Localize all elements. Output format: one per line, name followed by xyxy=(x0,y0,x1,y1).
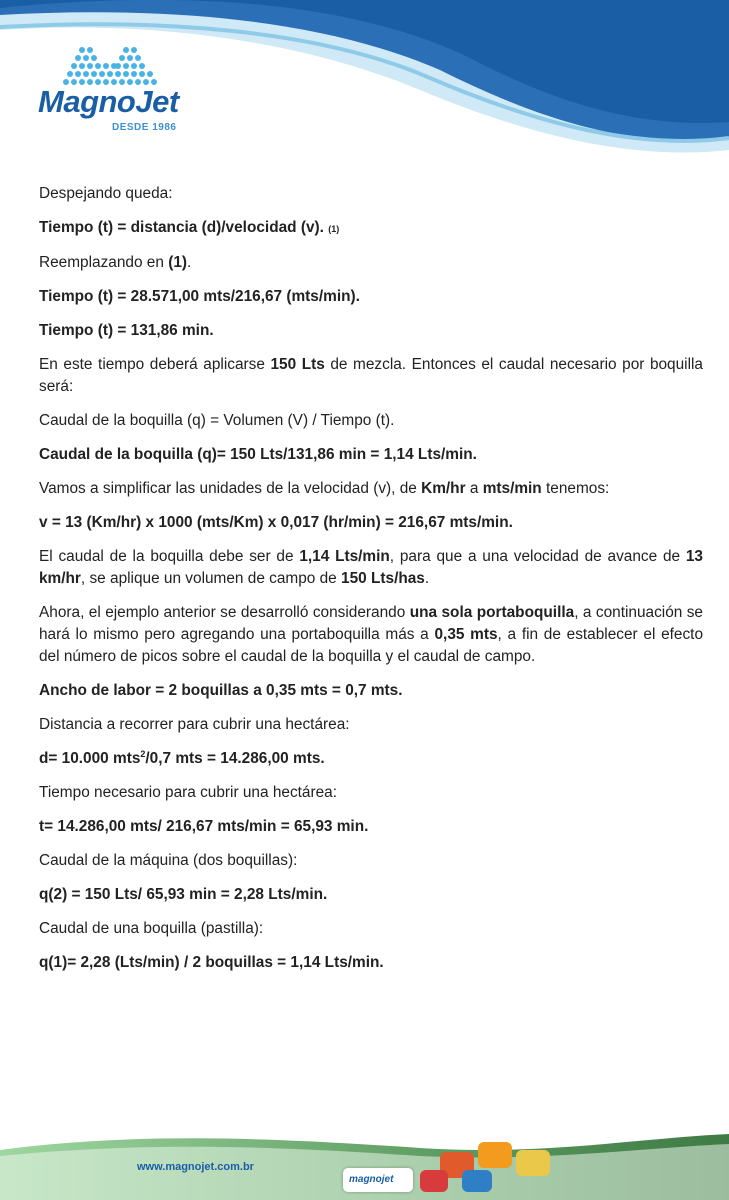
text-segment: v = 13 (Km/hr) x 1000 (mts/Km) x 0,017 (hr/min) = 216,67 mts/min. xyxy=(39,514,513,531)
text-segment: /0,7 mts = 14.286,00 mts. xyxy=(145,750,325,767)
text-segment: q(1)= 2,28 (Lts/min) / 2 boquillas = 1,14 Lts/min. xyxy=(39,954,384,971)
text-segment: (1) xyxy=(328,224,340,234)
logo-since-tag: DESDE 1986 xyxy=(112,122,177,133)
text-segment: 2 xyxy=(140,748,146,759)
text-segment: Tiempo (t) = 28.571,00 mts/216,67 (mts/min). xyxy=(39,288,360,305)
text-segment: de mezcla. Entonces el caudal necesario por boquilla será: xyxy=(39,356,703,395)
text-segment: . xyxy=(187,254,192,271)
text-segment: t= 14.286,00 mts/ 216,67 mts/min = 65,93 min. xyxy=(39,818,369,835)
formula-line xyxy=(39,952,703,974)
document-body xyxy=(39,183,703,986)
text-segment: Caudal de la boquilla (q) = Volumen (V) / Tiempo (t). xyxy=(39,412,395,429)
body-paragraph xyxy=(39,252,703,274)
text-segment: (1) xyxy=(168,254,188,271)
text-segment: Vamos a simplificar las unidades de la velocidad (v), de xyxy=(39,480,422,497)
formula-line xyxy=(39,444,703,466)
logo-wordmark: MagnoJet xyxy=(38,84,179,119)
text-segment: a xyxy=(465,480,483,497)
formula-line xyxy=(39,320,703,342)
text-segment: 13 km/hr xyxy=(39,548,703,587)
text-segment: Despejando queda: xyxy=(39,185,173,202)
text-segment: , a fin de establecer el efecto del número de picos sobre el caudal de la boquilla y el caudal de campo. xyxy=(39,626,704,665)
text-segment: mts/min xyxy=(482,480,542,497)
footer-website-link[interactable]: www.magnojet.com.br xyxy=(137,1161,254,1173)
footer-logo xyxy=(343,1168,413,1192)
text-segment: Caudal de la boquilla (q)= 150 Lts/131,86 min = 1,14 Lts/min. xyxy=(39,446,477,463)
body-paragraph xyxy=(39,410,703,432)
footer-logo-text: magnojet xyxy=(349,1174,394,1185)
text-segment: Ancho de labor = 2 boquillas a 0,35 mts = 0,7 mts. xyxy=(39,682,403,699)
text-segment: Caudal de una boquilla (pastilla): xyxy=(39,920,264,937)
text-segment: , a continuación se hará lo mismo pero agregando una portaboquilla más a xyxy=(39,604,703,643)
body-paragraph xyxy=(39,602,703,668)
text-segment: , se aplique un volumen de campo de xyxy=(80,570,342,587)
body-paragraph xyxy=(39,478,703,500)
text-segment: El caudal de la boquilla debe ser de xyxy=(39,548,300,565)
text-segment: 150 Lts/has xyxy=(341,570,425,587)
text-segment: Distancia a recorrer para cubrir una hectárea: xyxy=(39,716,350,733)
text-segment: q(2) = 150 Lts/ 65,93 min = 2,28 Lts/min. xyxy=(39,886,328,903)
formula-line xyxy=(39,884,703,906)
text-segment: tenemos: xyxy=(541,480,610,497)
text-segment: Caudal de la máquina (dos boquillas): xyxy=(39,852,298,869)
text-segment: En este tiempo deberá aplicarse xyxy=(39,356,271,373)
formula-line xyxy=(39,680,703,702)
magnojet-logo xyxy=(30,40,200,150)
body-paragraph xyxy=(39,918,703,940)
body-paragraph xyxy=(39,546,703,590)
text-segment: Tiempo necesario para cubrir una hectárea: xyxy=(39,784,337,801)
text-segment: d= 10.000 mts xyxy=(39,750,141,767)
body-paragraph xyxy=(39,183,703,205)
text-segment: 0,35 mts xyxy=(434,626,498,643)
text-segment: Km/hr xyxy=(421,480,466,497)
text-segment: Reemplazando en xyxy=(39,254,169,271)
formula-line xyxy=(39,217,703,240)
text-segment: 150 Lts xyxy=(270,356,325,373)
formula-line xyxy=(39,816,703,838)
droplet-pattern-icon xyxy=(30,40,200,90)
text-segment: . xyxy=(424,570,430,587)
formula-line xyxy=(39,748,703,770)
text-segment: una sola portaboquilla xyxy=(409,604,575,621)
text-segment: , para que a una velocidad de avance de xyxy=(389,548,686,565)
body-paragraph xyxy=(39,782,703,804)
body-paragraph xyxy=(39,714,703,736)
text-segment: Tiempo (t) = distancia (d)/velocidad (v). xyxy=(39,219,329,236)
text-segment: 1,14 Lts/min xyxy=(299,548,390,565)
formula-line xyxy=(39,512,703,534)
body-paragraph xyxy=(39,354,703,398)
body-paragraph xyxy=(39,850,703,872)
text-segment: Ahora, el ejemplo anterior se desarrolló considerando xyxy=(39,604,410,621)
text-segment: Tiempo (t) = 131,86 min. xyxy=(39,322,214,339)
formula-line xyxy=(39,286,703,308)
